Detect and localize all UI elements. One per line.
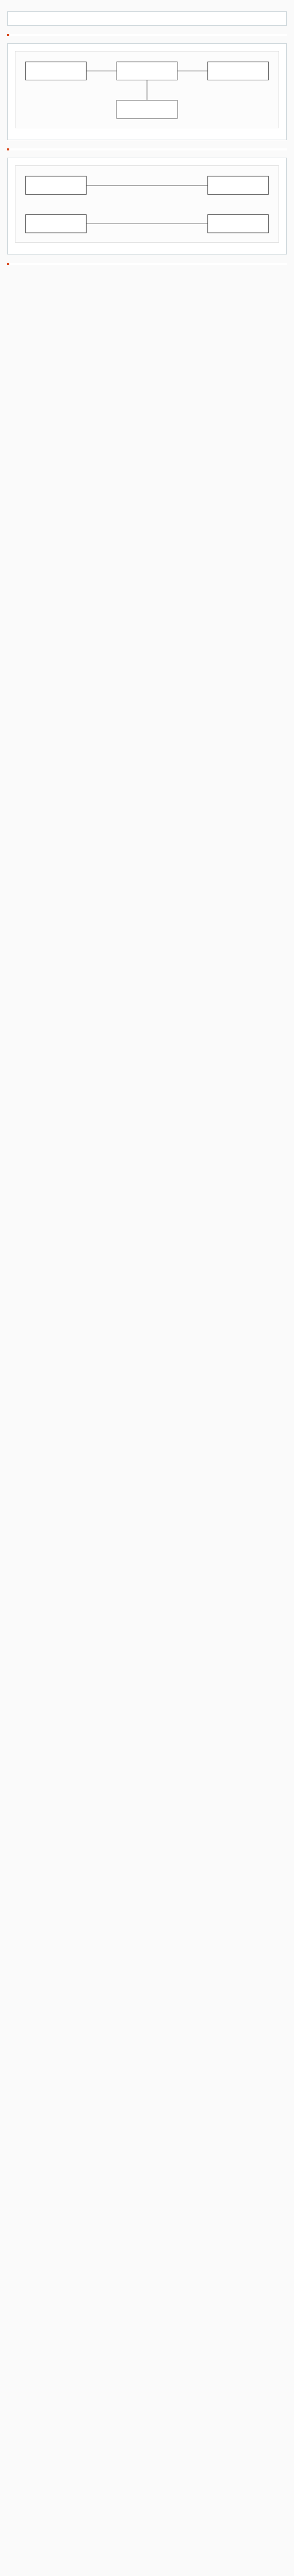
section-heading <box>7 34 287 36</box>
diagram-box <box>208 62 269 80</box>
quote-box <box>7 11 287 26</box>
flow-diagram <box>15 51 279 128</box>
diagram-box <box>26 62 87 80</box>
figure-box <box>7 43 287 140</box>
diagram-box <box>117 62 177 80</box>
diagram-box <box>26 176 87 194</box>
figure-box <box>7 158 287 255</box>
section-heading <box>7 148 287 150</box>
flow-diagram <box>15 165 279 243</box>
diagram-box <box>117 100 177 118</box>
section-heading <box>7 263 287 265</box>
diagram-box <box>208 215 269 233</box>
diagram-box <box>208 176 269 194</box>
diagram-box <box>26 215 87 233</box>
